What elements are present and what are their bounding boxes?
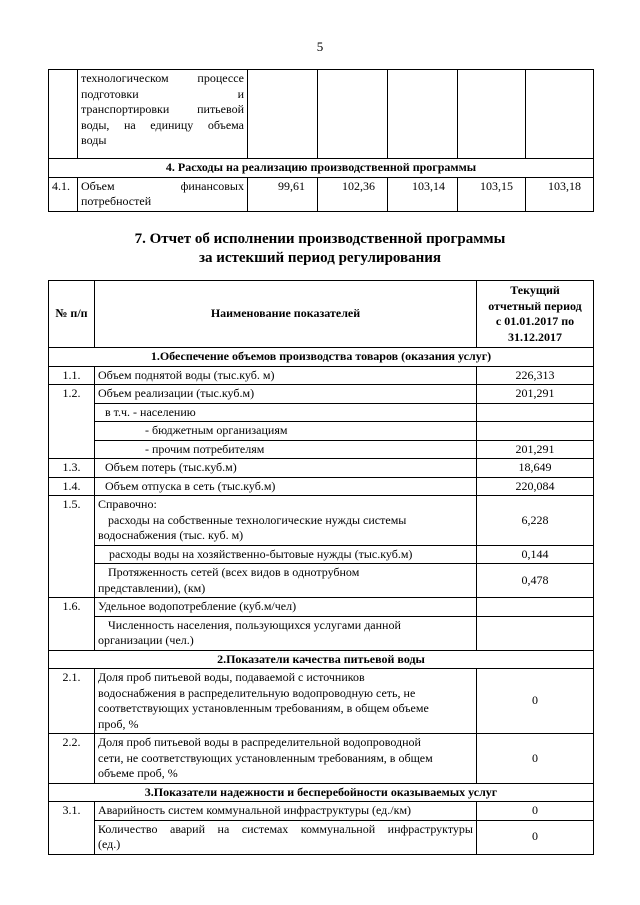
value-cell: 103,18: [526, 177, 594, 211]
table-row: [49, 496, 594, 546]
table-row: [49, 616, 594, 650]
indicator-name: Количество аварий на системах коммунальной инфраструктуры (ед.): [95, 820, 477, 854]
value-cell: 201,291: [477, 385, 594, 404]
value-cell: 0: [477, 734, 594, 784]
table-row: [49, 820, 594, 854]
value-cell: 201,291: [477, 440, 594, 459]
section-row: [49, 159, 594, 178]
indicator-name: Протяженность сетей (всех видов в однотрубном представлении), (км): [95, 564, 477, 598]
page-number: 5: [316, 39, 324, 54]
indicator-name: Объем финансовых потребностей: [78, 177, 248, 211]
table-row: [49, 70, 594, 159]
indicator-name: Объем потерь (тыс.куб.м): [95, 459, 477, 478]
section-title: 2.Показатели качества питьевой воды: [49, 650, 594, 669]
column-header-number: № п/п: [49, 281, 95, 348]
table-row: [49, 440, 594, 459]
value-cell: [477, 616, 594, 650]
table-row: [49, 669, 594, 734]
value-cell: 6,228: [477, 496, 594, 546]
section-row: [49, 783, 594, 802]
value-cell: 226,313: [477, 366, 594, 385]
value-cell: 99,61: [248, 177, 318, 211]
row-number: 2.1.: [49, 669, 95, 734]
indicator-name: Аварийность систем коммунальной инфраструктуры (ед./км): [95, 802, 477, 821]
row-number: 1.3.: [49, 459, 95, 478]
indicator-name: Справочно: расходы на собственные технологические нужды системы водоснабжения (тыс. куб. м): [95, 496, 477, 546]
row-number: 1.5.: [49, 496, 95, 598]
table-header-row: [49, 281, 594, 348]
table-row: [49, 477, 594, 496]
indicator-name: Объем отпуска в сеть (тыс.куб.м): [95, 477, 477, 496]
report-table: [48, 280, 594, 855]
section-row: [49, 650, 594, 669]
section-title: 3.Показатели надежности и бесперебойности оказываемых услуг: [49, 783, 594, 802]
indicator-name: Численность населения, пользующихся услугами данной организации (чел.): [95, 616, 477, 650]
indicator-name: расходы воды на хозяйственно-бытовые нужды (тыс.куб.м): [95, 545, 477, 564]
value-cell: 0: [477, 820, 594, 854]
column-header-name: Наименование показателей: [95, 281, 477, 348]
value-cell: [477, 403, 594, 422]
table-row: [49, 802, 594, 821]
row-number: 1.6.: [49, 598, 95, 651]
table-row: [49, 366, 594, 385]
value-cell: 0: [477, 669, 594, 734]
row-number: 1.2.: [49, 385, 95, 459]
indicator-name: в т.ч. - населению: [95, 403, 477, 422]
row-number: 1.1.: [49, 366, 95, 385]
table-row: [49, 734, 594, 784]
indicator-name: технологическом процессе подготовки и транспортировки питьевой воды, на единицу объема воды: [78, 70, 248, 159]
column-header-period: Текущий отчетный период с 01.01.2017 по 31.12.2017: [477, 281, 594, 348]
row-number: 3.1.: [49, 802, 95, 855]
indicator-name: - прочим потребителям: [95, 440, 477, 459]
indicator-name: Доля проб питьевой воды в распределительной водопроводной сети, не соответствующих установленным требованиям, в общем объеме проб, %: [95, 734, 477, 784]
value-cell: 18,649: [477, 459, 594, 478]
value-cell: 103,15: [458, 177, 526, 211]
table-row: [49, 545, 594, 564]
value-cell: [477, 422, 594, 441]
indicator-name: Объем реализации (тыс.куб.м): [95, 385, 477, 404]
row-number: 1.4.: [49, 477, 95, 496]
table-row: [49, 403, 594, 422]
table-row: [49, 598, 594, 617]
section-heading: 7. Отчет об исполнении производственной программы за истекший период регулирования: [134, 231, 506, 266]
value-cell: 103,14: [388, 177, 458, 211]
table-row: [49, 459, 594, 478]
value-cell: 0: [477, 802, 594, 821]
value-cell: 0,144: [477, 545, 594, 564]
table-row: [49, 385, 594, 404]
indicator-name: Объем поднятой воды (тыс.куб. м): [95, 366, 477, 385]
indicator-name: - бюджетным организациям: [95, 422, 477, 441]
value-cell: 102,36: [318, 177, 388, 211]
row-number: 4.1.: [49, 177, 78, 211]
indicator-name: Доля проб питьевой воды, подаваемой с источников водоснабжения в распределительную водопроводную сеть, не соответствующих установленным требованиям, в общем объеме проб, %: [95, 669, 477, 734]
value-cell: [477, 598, 594, 617]
program-table-continuation: [48, 69, 594, 212]
row-number: 2.2.: [49, 734, 95, 784]
value-cell: 0,478: [477, 564, 594, 598]
table-row: [49, 422, 594, 441]
section-title: 4. Расходы на реализацию производственной программы: [49, 159, 594, 178]
value-cell: 220,084: [477, 477, 594, 496]
section-title: 1.Обеспечение объемов производства товаров (оказания услуг): [49, 348, 594, 367]
section-row: [49, 348, 594, 367]
table-row: [49, 177, 594, 211]
table-row: [49, 564, 594, 598]
indicator-name: Удельное водопотребление (куб.м/чел): [95, 598, 477, 617]
